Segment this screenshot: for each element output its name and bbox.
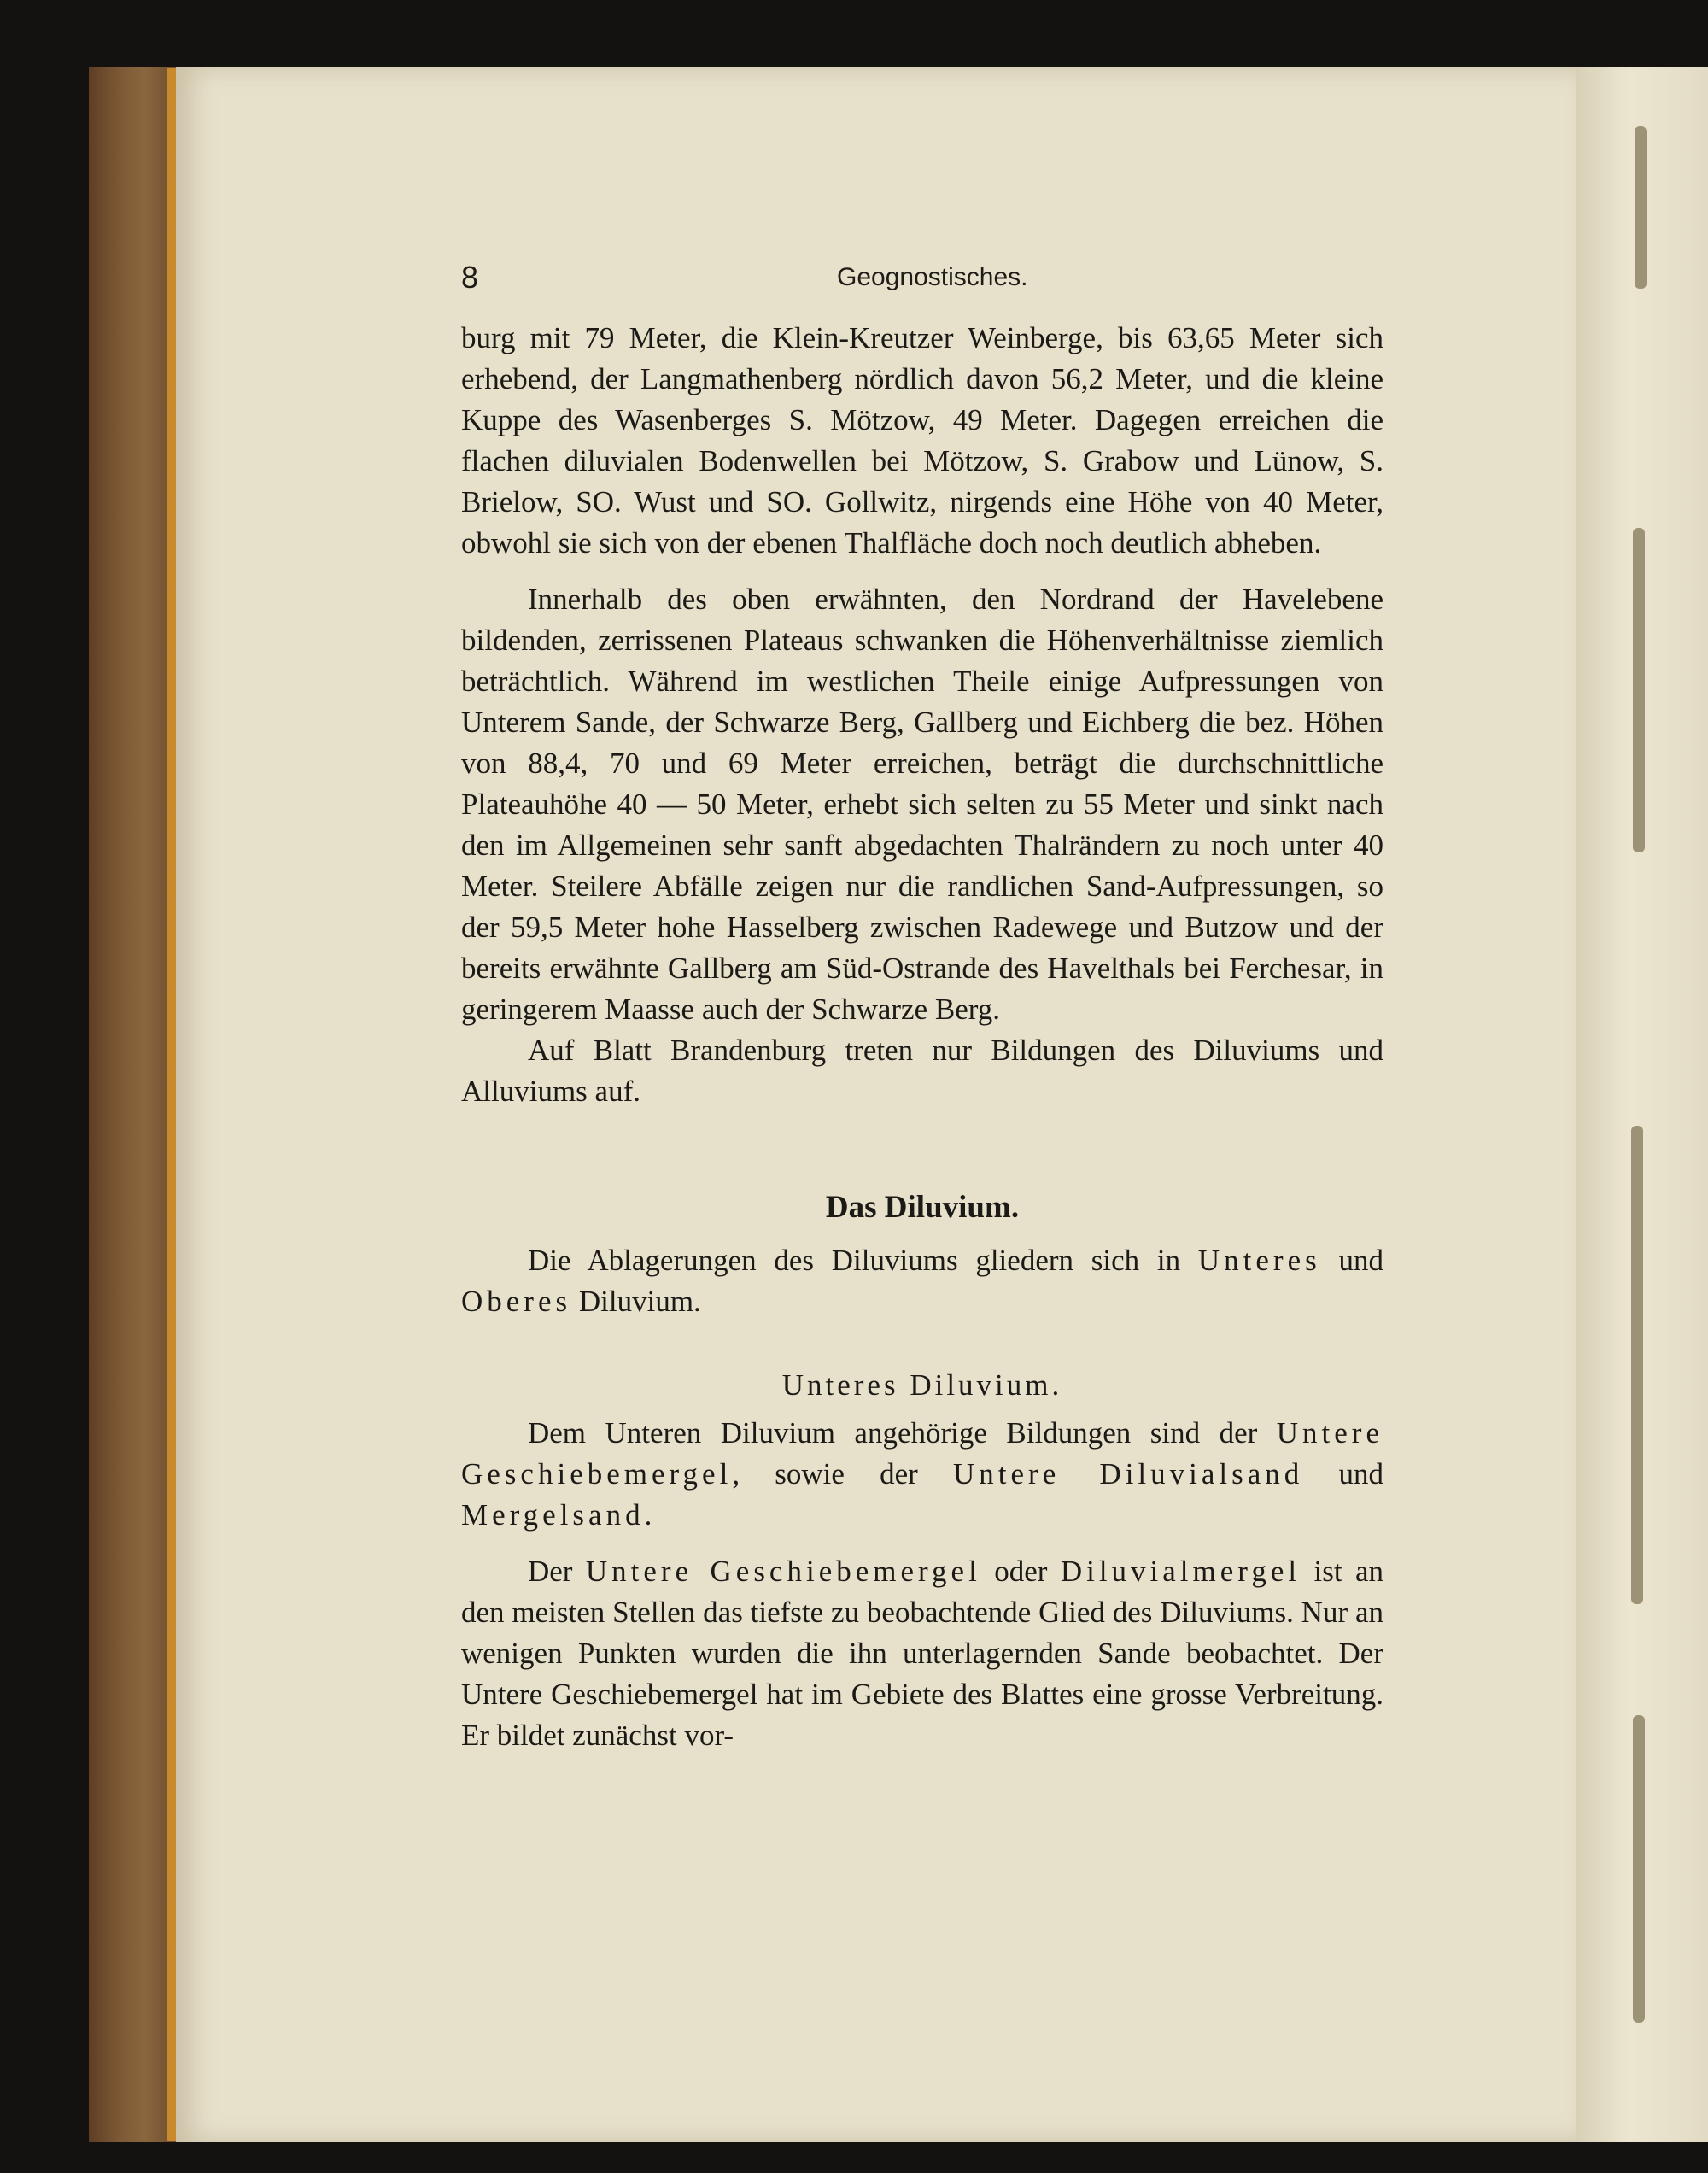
page-tab <box>1633 1715 1645 2023</box>
paragraph-1: burg mit 79 Meter, die Klein-Kreutzer Weinberge, bis 63,65 Meter sich erhebend, der Langmathenberg nördlich davon 56,2 Meter, und die kleine Kuppe des Wasenberges S. Mötzow, 49 Meter. Dagegen erreichen die flachen diluvialen Bodenwellen bei Mötzow, S. Grabow und Lünow, S. Brielow, SO. Wust und SO. Gollwitz, nirgends eine Höhe von 40 Meter, obwohl sie sich von der ebenen Thalfläche doch noch deutlich abheben. <box>461 321 1383 559</box>
text-run: Die Ablagerungen des Diluviums gliedern sich in <box>528 1244 1198 1277</box>
text-run: und <box>1303 1457 1383 1491</box>
running-head: Geognostisches. <box>837 263 1028 291</box>
spaced-term: Oberes <box>461 1285 572 1318</box>
text-run: oder <box>980 1555 1061 1588</box>
spaced-term: Untere Diluvialsand <box>953 1457 1304 1491</box>
paragraph-2: Innerhalb des oben erwähnten, den Nordrand der Havelebene bildenden, zerrissenen Plateaus schwanken die Höhenverhältnisse ziemlich beträchtlich. Während im westlichen Theile einige Aufpressungen von Unterem Sande, der Schwarze Berg, Gallberg und Eichberg die bez. Höhen von 88,4, 70 und 69 Meter erreichen, beträgt die durchschnittliche Plateauhöhe 40 — 50 Meter, erhebt sich selten zu 55 Meter und sinkt nach den im Allgemeinen sehr sanft abgedachten Thalrändern zu noch unter 40 Meter. Steilere Abfälle zeigen nur die randlichen Sand-Aufpressungen, so der 59,5 Meter hohe Hasselberg zwischen Radewege und Butzow und der bereits erwähnte Gallberg am Süd-Ostrande des Havelthals bei Ferchesar, in geringerem Maasse auch der Schwarze Berg. <box>461 583 1383 1026</box>
text-run: Der <box>528 1555 586 1588</box>
text-run: . <box>644 1498 652 1532</box>
text-run: Dem Unteren Diluvium angehörige Bildungen sind der <box>528 1416 1277 1450</box>
paragraph-4 <box>461 1240 1383 1322</box>
text-run: und <box>1320 1244 1384 1277</box>
paragraph-5 <box>461 1413 1383 1536</box>
page-header <box>461 260 1383 297</box>
text-run: , sowie der <box>732 1457 953 1491</box>
text-run: ist an den meisten Stellen das tiefste zu beobachtende Glied des Diluviums. Nur an wenigen Punkten wurden die ihn unterlagernden Sande beobachtet. Der Untere Geschiebemergel hat im Gebiete des Blattes eine grosse Verbreitung. Er bildet zunächst vor- <box>461 1555 1383 1752</box>
page-tab <box>1633 528 1645 852</box>
subsection-heading: Unteres Diluvium. <box>781 1368 1063 1402</box>
page-stack-edge <box>1576 67 1708 2142</box>
text-run: Diluvium. <box>571 1285 701 1318</box>
spaced-term: Diluvialmergel <box>1060 1555 1301 1588</box>
spaced-term: Mergelsand <box>461 1498 645 1532</box>
page-tab <box>1631 1126 1643 1604</box>
spaced-term: Untere Geschiebemergel <box>585 1555 981 1588</box>
spaced-term: Untere Geschiebemergel <box>461 1416 1383 1491</box>
section-heading: Das Diluvium. <box>825 1190 1020 1225</box>
page-number: 8 <box>461 260 479 295</box>
paragraph-6 <box>461 1551 1383 1756</box>
body-text <box>461 318 1383 1756</box>
spaced-term: Unteres <box>1197 1244 1321 1277</box>
paragraph-3: Auf Blatt Brandenburg treten nur Bildungen des Diluviums und Alluviums auf. <box>461 1034 1383 1108</box>
page-tab <box>1635 126 1647 289</box>
